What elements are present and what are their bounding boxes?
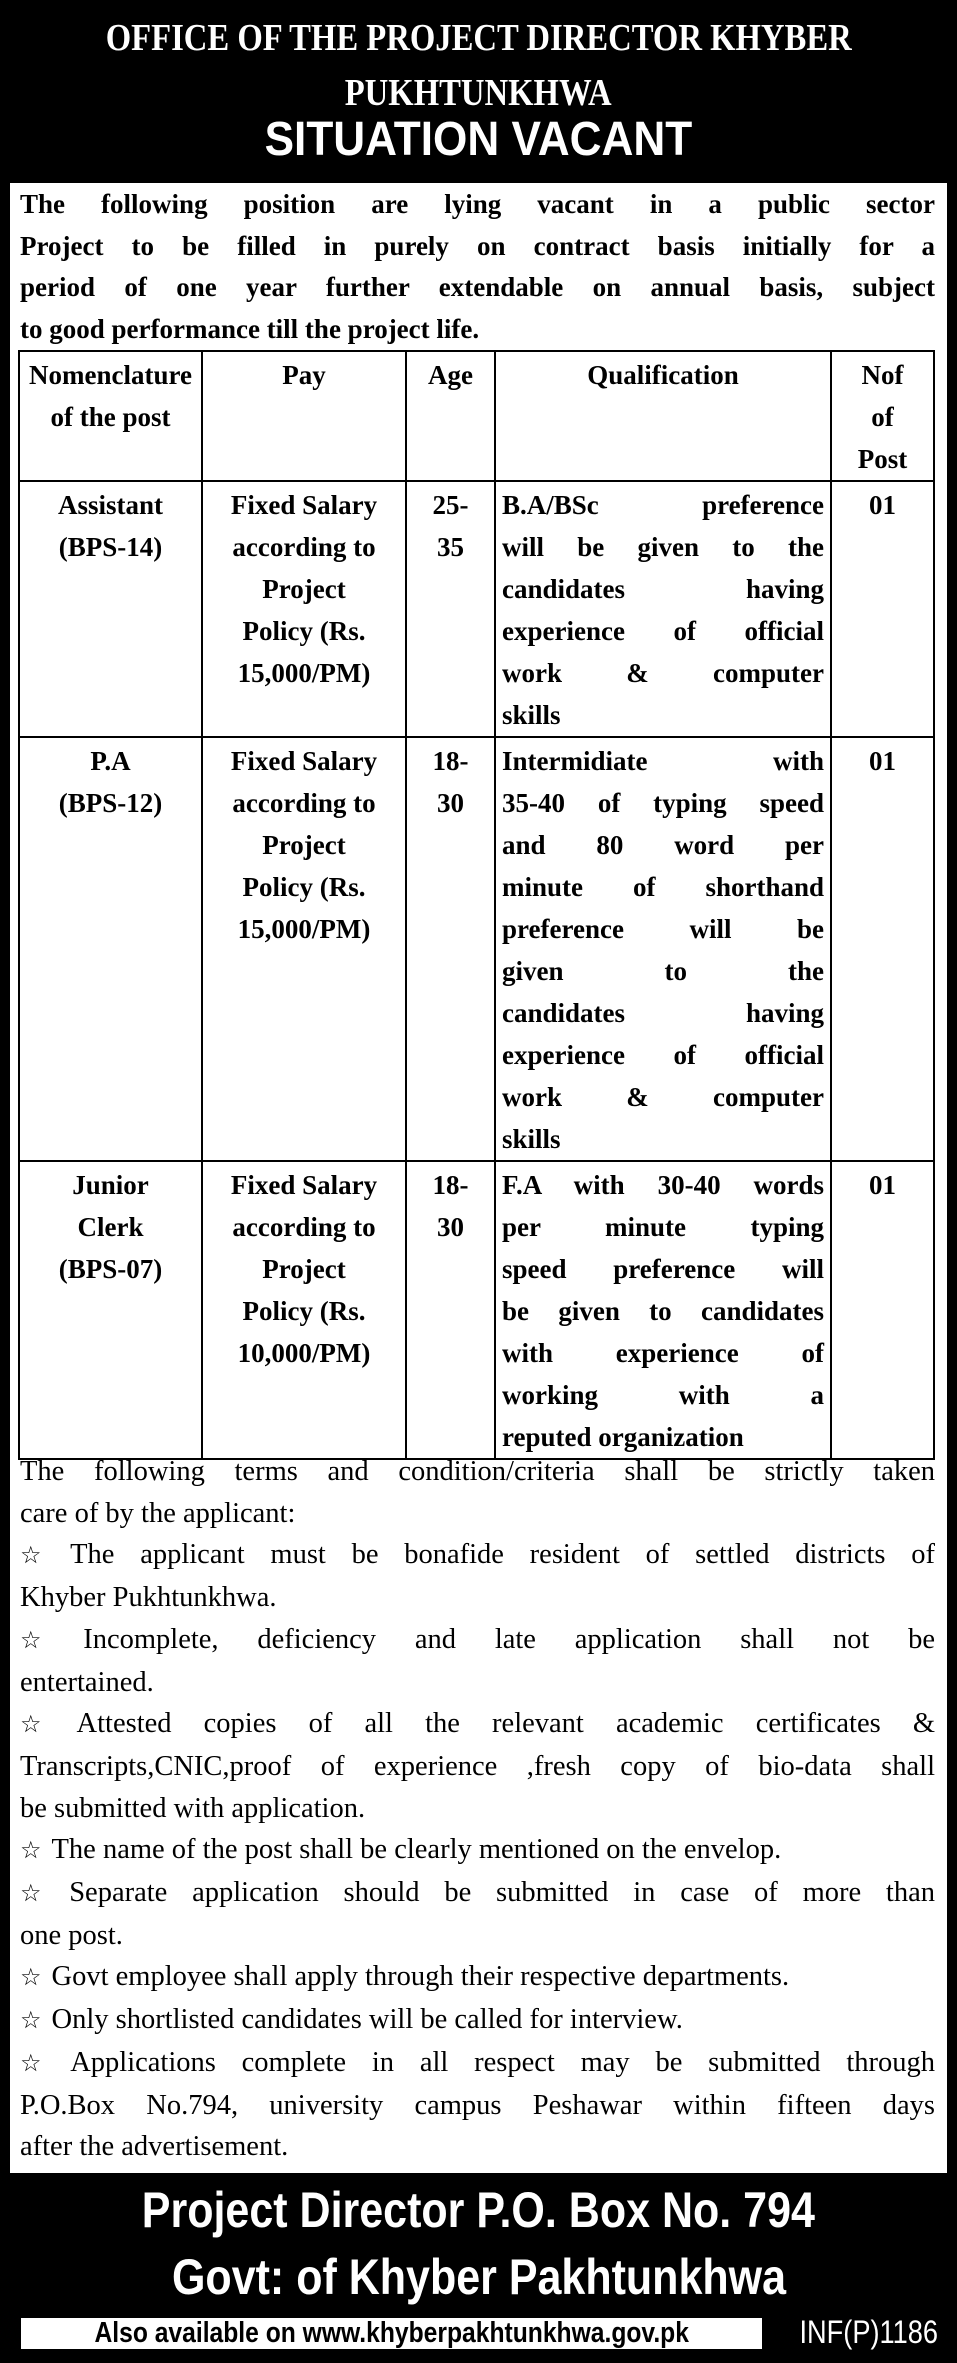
cell-line: Policy (Rs. [242,1296,366,1326]
cell-line: (BPS-07) [58,1254,163,1284]
cell-count [831,481,934,737]
cell-line: 18- [432,746,469,776]
cell-line: skills [502,1124,561,1154]
column-header-line: Pay [282,360,326,390]
cell-line: (BPS-14) [58,532,163,562]
terms-item-line: ☆ Applications complete in all respect may be submitted through [20,2046,935,2078]
star-bullet-icon: ☆ [20,1836,42,1865]
table-header-row [19,351,934,481]
terms-item-line: P.O.Box No.794, university campus Peshawar within fifteen days [20,2089,935,2121]
terms-list-item [20,1619,935,1703]
intro-line: The following position are lying vacant in a public sector [20,189,935,219]
terms-item-line: ☆ The name of the post shall be clearly mentioned on the envelop. [20,1834,782,1866]
terms-list-item [20,2042,935,2168]
column-header-post-count [831,351,934,481]
terms-item-line: one post. [20,1919,123,1951]
terms-list-item [20,1872,935,1956]
terms-item-line: ☆ The applicant must be bonafide resident of settled districts of [20,1539,935,1571]
column-header-line: of [871,402,894,432]
star-bullet-icon: ☆ [20,1963,42,1992]
cell-line: minute of shorthand [502,872,824,902]
cell-line: according to [232,1212,376,1242]
terms-item-line: ☆ Govt employee shall apply through their respective departments. [20,1961,790,1993]
intro-line: period of one year further extendable on annual basis, subject [20,272,935,302]
terms-item-line: ☆ Incomplete, deficiency and late application shall not be [20,1623,935,1655]
cell-age [406,481,495,737]
intro-line: to good performance till the project life. [20,313,480,344]
table-row [19,737,934,1161]
cell-line: 25- [432,490,469,520]
terms-list-item [20,1703,935,1829]
cell-line: preference will be [502,914,824,944]
column-header-age [406,351,495,481]
cell-line: will be given to the [502,532,824,562]
column-header-line: of the post [50,402,171,432]
website-note-text: Also available on www.khyberpakhtunkhwa.gov.pk [94,2318,689,2349]
cell-line: B.A/BSc preference [502,490,824,520]
cell-line: work & computer [502,1082,824,1112]
cell-line: (BPS-12) [58,788,163,818]
cell-qualification [495,737,831,1161]
cell-line: 35-40 of typing speed [502,788,824,818]
table-row [19,481,934,737]
cell-line: 01 [869,1170,896,1200]
cell-line: Fixed Salary [230,746,378,776]
cell-line: Intermidiate with [502,746,824,776]
cell-pay [202,481,406,737]
terms-intro-line: care of by the applicant: [20,1497,296,1529]
cell-line: according to [232,788,376,818]
cell-pay [202,737,406,1161]
terms-item-line: ☆ Attested copies of all the relevant academic certificates & [20,1708,935,1740]
office-title-line2-text: PUKHTUNKHWA [345,72,612,114]
cell-post [19,481,202,737]
star-bullet-icon: ☆ [20,1710,67,1739]
cell-line: 01 [869,746,896,776]
cell-line: P.A [90,746,131,776]
cell-line: with experience of [502,1338,824,1368]
cell-line: 10,000/PM) [237,1338,371,1368]
cell-line: 15,000/PM) [237,914,371,944]
cell-post [19,737,202,1161]
star-bullet-icon: ☆ [20,1879,60,1908]
page-heading-text: SITUATION VACANT [264,113,693,166]
terms-item-line: be submitted with application. [20,1792,366,1824]
star-bullet-icon: ☆ [20,1541,61,1570]
cell-line: Fixed Salary [230,490,378,520]
column-header-line: Nof [861,360,904,390]
intro-paragraph [20,184,935,350]
cell-line: 15,000/PM) [237,658,371,688]
cell-qualification [495,481,831,737]
cell-line: Junior [72,1170,149,1200]
reference-code-text: INF(P)1186 [799,2314,938,2350]
cell-line: candidates having [502,574,824,604]
cell-line: skills [502,700,561,730]
cell-line: Fixed Salary [230,1170,378,1200]
office-title-line1-text: OFFICE OF THE PROJECT DIRECTOR KHYBER [105,17,852,59]
terms-list-item [20,1956,935,1999]
terms-list-item [20,1999,935,2042]
cell-line: Policy (Rs. [242,616,366,646]
cell-qualification [495,1161,831,1459]
website-note [21,2318,762,2349]
cell-line: given to the [502,956,824,986]
terms-list-item [20,1534,935,1618]
cell-post [19,1161,202,1459]
cell-age [406,737,495,1161]
column-header-line: Post [857,444,908,474]
cell-line: Project [262,830,346,860]
terms-intro [20,1451,935,1534]
cell-line: according to [232,532,376,562]
cell-pay [202,1161,406,1459]
cell-line: experience of official [502,616,824,646]
cell-line: reputed organization [502,1422,744,1452]
column-header-pay [202,351,406,481]
terms-item-line: Transcripts,CNIC,proof of experience ,fresh copy of bio-data shall [20,1750,935,1782]
terms-item-line: Khyber Pukhtunkhwa. [20,1582,277,1614]
office-title-line1 [0,12,957,64]
cell-line: 35 [437,532,464,562]
cell-line: and 80 word per [502,830,824,860]
cell-count [831,1161,934,1459]
footer-address-line2 [0,2247,957,2307]
cell-line: per minute typing [502,1212,824,1242]
cell-line: Clerk [77,1212,144,1242]
cell-line: 30 [437,788,464,818]
terms-item-line: entertained. [20,1666,154,1698]
vacancies-table [18,350,935,1460]
cell-line: 30 [437,1212,464,1242]
cell-line: Policy (Rs. [242,872,366,902]
cell-line: be given to candidates [502,1296,824,1326]
terms-item-line: ☆ Only shortlisted candidates will be called for interview. [20,2004,683,2036]
cell-line: Project [262,574,346,604]
cell-line: F.A with 30-40 words [502,1170,824,1200]
page-heading [0,112,957,168]
cell-line: Assistant [57,490,164,520]
star-bullet-icon: ☆ [20,2048,61,2077]
cell-line: 18- [432,1170,469,1200]
cell-age [406,1161,495,1459]
terms-list-item [20,1829,935,1872]
table-row [19,1161,934,1459]
reference-code [770,2314,938,2350]
column-header-qualification [495,351,831,481]
column-header-post-name [19,351,202,481]
cell-line: working with a [502,1380,824,1410]
intro-line: Project to be filled in purely on contract basis initially for a [20,230,935,261]
footer-address-line1-text: Project Director P.O. Box No. 794 [141,2182,816,2238]
terms-section [20,1451,935,2168]
terms-item-line: ☆ Separate application should be submitted in case of more than [20,1877,935,1909]
cell-line: Project [262,1254,346,1284]
column-header-line: Age [428,360,473,390]
star-bullet-icon: ☆ [20,2006,42,2035]
footer-address-line1 [0,2180,957,2240]
cell-line: experience of official [502,1040,824,1070]
column-header-line: Nomenclature [29,360,192,390]
cell-line: 01 [869,490,896,520]
terms-item-line: after the advertisement. [20,2131,289,2163]
terms-intro-line: The following terms and condition/criteria shall be strictly taken [20,1456,935,1487]
cell-line: candidates having [502,998,824,1028]
cell-line: work & computer [502,658,824,688]
footer-address-line2-text: Govt: of Khyber Pakhtunkhwa [171,2249,786,2305]
cell-line: speed preference will [502,1254,824,1284]
cell-count [831,737,934,1161]
column-header-line: Qualification [587,360,739,390]
star-bullet-icon: ☆ [20,1625,74,1654]
